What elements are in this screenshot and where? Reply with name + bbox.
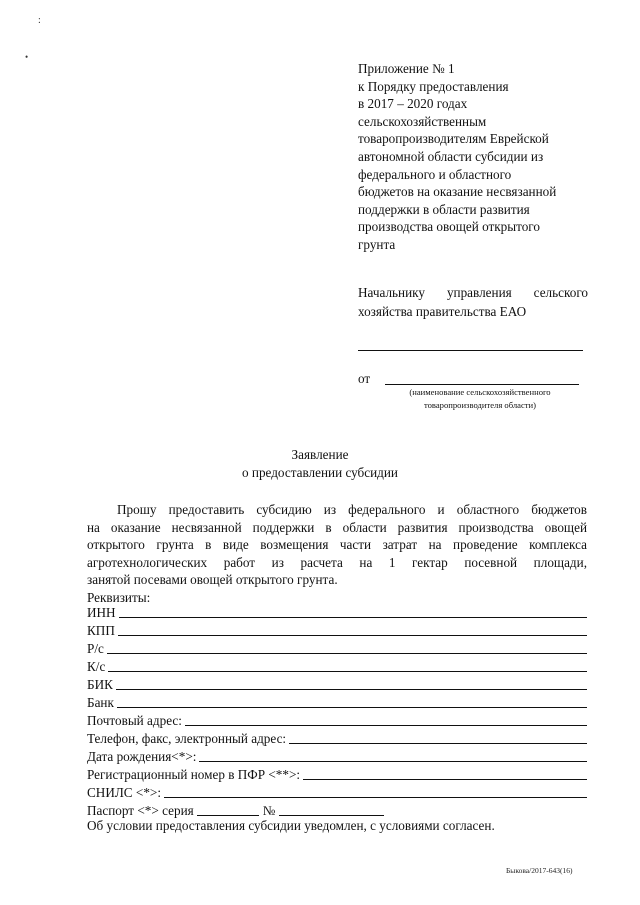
paragraph-line: агротехнологических работ из расчета на 1 гектар посевной площади, <box>87 554 587 570</box>
passport-series-field[interactable] <box>197 815 259 816</box>
paragraph-line: занятой посевами овощей открытого грунта. <box>87 572 338 587</box>
kpp-field[interactable] <box>118 635 587 636</box>
snils-row <box>87 784 587 801</box>
appendix-line: в 2017 – 2020 годах <box>358 96 468 112</box>
account-field[interactable] <box>107 653 587 654</box>
document-subtitle: о предоставлении субсидии <box>242 465 398 480</box>
paragraph-line: на оказание несвязанной поддержки в области развития производства овощей <box>87 519 587 535</box>
passport-series-label: Паспорт <*> серия <box>87 803 194 818</box>
appendix-line: поддержки в области развития <box>358 201 530 217</box>
paragraph-line: открытого грунта в виде возмещения части затрат на проведение комплекса <box>87 537 587 552</box>
document-stamp: Быкова/2017-643(16) <box>506 866 573 875</box>
snils-label: СНИЛС <*>: <box>87 785 162 800</box>
addressee-name-field[interactable] <box>358 350 583 351</box>
appendix-line: грунта <box>358 236 396 252</box>
bik-label: БИК <box>87 677 113 692</box>
paragraph-line: Прошу предоставить субсидию из федерального и областного бюджетов <box>117 502 587 517</box>
contacts-label: Телефон, факс, электронный адрес: <box>87 731 287 746</box>
inn-row <box>87 604 587 621</box>
appendix-line: автономной области субсидии из <box>358 148 544 164</box>
bik-field[interactable] <box>116 689 587 690</box>
passport-number-field[interactable] <box>279 815 384 816</box>
pfr-number-row <box>87 766 587 783</box>
margin-mark-colon: : <box>38 15 41 26</box>
passport-number-label: № <box>262 803 276 818</box>
appendix-line: Приложение № 1 <box>358 61 455 76</box>
appendix-line: производства овощей открытого <box>358 219 540 235</box>
bik-row <box>87 676 587 693</box>
corr-account-field[interactable] <box>108 671 587 672</box>
bank-field[interactable] <box>117 707 587 708</box>
request-paragraph <box>87 501 587 589</box>
corr-account-label: К/с <box>87 659 106 674</box>
addressee-block <box>358 283 588 321</box>
from-label: от <box>358 371 371 386</box>
addressee-line: хозяйства правительства ЕАО <box>358 304 527 319</box>
account-label: Р/с <box>87 641 104 656</box>
pfr-number-label: Регистрационный номер в ПФР <**>: <box>87 767 301 782</box>
caption-line: (наименование сельскохозяйственного <box>409 387 551 397</box>
bank-row <box>87 694 587 711</box>
applicant-caption <box>380 386 580 412</box>
bank-label: Банк <box>87 695 114 710</box>
appendix-line: бюджетов на оказание несвязанной <box>358 184 557 200</box>
inn-label: ИНН <box>87 605 116 620</box>
postal-address-field[interactable] <box>185 725 587 726</box>
corr-account-row <box>87 658 587 675</box>
account-row <box>87 640 587 657</box>
appendix-line: к Порядку предоставления <box>358 78 509 94</box>
appendix-block <box>358 60 608 254</box>
snils-field[interactable] <box>164 797 587 798</box>
kpp-label: КПП <box>87 623 115 638</box>
requisites-title: Реквизиты: <box>87 590 151 605</box>
postal-address-row <box>87 712 587 729</box>
appendix-line: сельскохозяйственным <box>358 113 487 129</box>
applicant-name-field[interactable] <box>385 384 579 385</box>
birth-date-label: Дата рождения<*>: <box>87 749 197 764</box>
contacts-field[interactable] <box>289 743 587 744</box>
birth-date-row <box>87 748 587 765</box>
addressee-line: Начальнику управления сельского <box>358 285 588 300</box>
inn-field[interactable] <box>119 617 587 618</box>
appendix-line: товаропроизводителям Еврейской <box>358 131 549 147</box>
document-title: Заявление <box>291 447 349 462</box>
pfr-number-field[interactable] <box>303 779 587 780</box>
postal-address-label: Почтовый адрес: <box>87 713 182 728</box>
kpp-row <box>87 622 587 639</box>
birth-date-field[interactable] <box>199 761 587 762</box>
caption-line: товаропроизводителя области) <box>423 400 537 410</box>
contacts-row <box>87 730 587 747</box>
consent-note: Об условии предоставления субсидии уведомлен, с условиями согласен. <box>87 818 495 833</box>
appendix-line: федерального и областного <box>358 166 512 182</box>
margin-mark-dot: • <box>25 52 29 62</box>
passport-row <box>87 802 417 819</box>
